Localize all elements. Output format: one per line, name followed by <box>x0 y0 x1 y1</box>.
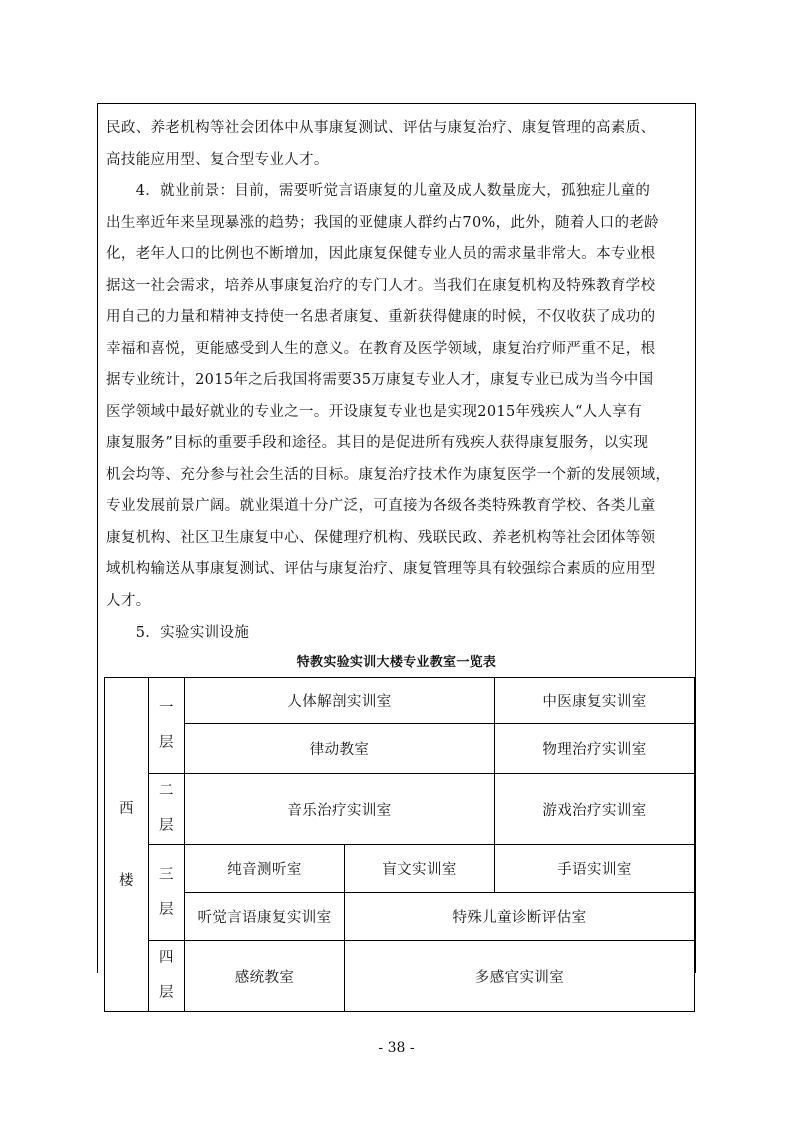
room-cell: 游戏治疗实训室 <box>495 774 695 845</box>
floor-1-cell: 一 层 <box>149 678 185 774</box>
table-row <box>105 941 695 1012</box>
employment-section <box>106 176 691 617</box>
text-line: 据这一社会需求，培养从事康复治疗的专门人才。当我们在康复机构及特殊教育学校 <box>106 277 656 294</box>
facilities-heading: 5．实验实训设施 <box>106 625 250 641</box>
table-row <box>105 678 695 724</box>
text-line: 高技能应用型、复合型专业人才。 <box>106 151 329 168</box>
text-line: 幸福和喜悦，更能感受到人生的意义。在教育及医学领域，康复治疗师严重不足，根 <box>106 340 656 357</box>
classroom-table <box>104 677 695 1012</box>
text-line: 民政、养老机构等社会团体中从事康复测试、评估与康复治疗、康复管理的高素质、 <box>106 120 656 136</box>
text-line: 用自己的力量和精神支持使一名患者康复、重新获得健康的时候，不仅收获了成功的 <box>106 309 656 325</box>
room-cell: 音乐治疗实训室 <box>185 774 495 845</box>
text-line: 康复机构、社区卫生康复中心、保健理疗机构、残联民政、养老机构等社会团体等领 <box>106 529 656 546</box>
room-cell: 中医康复实训室 <box>495 678 695 724</box>
table-row <box>105 774 695 845</box>
text-line: 化，老年人口的比例也不断增加，因此康复保健专业人员的需求量非常大。本专业根 <box>106 246 656 262</box>
room-cell: 物理治疗实训室 <box>495 724 695 774</box>
text-line: 域机构输送从事康复测试、评估与康复治疗、康复管理等具有较强综合素质的应用型 <box>106 561 656 577</box>
room-cell: 手语实训室 <box>495 845 695 893</box>
text-line: 人才。 <box>106 592 151 609</box>
page-number: - 38 - <box>378 1040 415 1056</box>
table-row <box>105 845 695 893</box>
room-cell: 盲文实训室 <box>345 845 495 893</box>
table-row <box>105 893 695 941</box>
table-row <box>105 724 695 774</box>
top-paragraph <box>106 113 691 176</box>
room-cell: 特殊儿童诊断评估室 <box>345 893 695 941</box>
room-cell: 感统教室 <box>185 941 345 1012</box>
text-line: 康复服务”目标的重要手段和途径。其目的是促进所有残疾人获得康复服务，以实现 <box>106 435 649 451</box>
text-line: 4．就业前景：目前，需要听觉言语康复的儿童及成人数量庞大，孤独症儿童的 <box>106 183 651 199</box>
table-caption: 特教实验实训大楼专业教室一览表 <box>296 655 497 670</box>
floor-4-cell: 四 层 <box>149 941 185 1012</box>
text-line: 专业发展前景广阔。就业渠道十分广泛，可直接为各级各类特殊教育学校、各类儿童 <box>106 498 656 514</box>
floor-3-cell: 三 层 <box>149 845 185 941</box>
room-cell: 律动教室 <box>185 724 495 774</box>
room-cell: 人体解剖实训室 <box>185 678 495 724</box>
text-line: 据专业统计，2015年之后我国将需要35万康复专业人才，康复专业已成为当今中国 <box>106 372 654 388</box>
text-line: 医学领域中最好就业的专业之一。开设康复专业也是实现2015年残疾人“人人享有 <box>106 403 643 420</box>
text-line: 机会均等、充分参与社会生活的目标。康复治疗技术作为康复医学一个新的发展领域， <box>106 466 671 483</box>
room-cell: 听觉言语康复实训室 <box>185 893 345 941</box>
room-cell: 多感官实训室 <box>345 941 695 1012</box>
room-cell: 纯音测听室 <box>185 845 345 893</box>
text-line: 出生率近年来呈现暴涨的趋势；我国的亚健康人群约占70%，此外，随着人口的老龄 <box>106 214 660 231</box>
building-cell: 西 楼 <box>105 678 149 1012</box>
floor-2-cell: 二 层 <box>149 774 185 845</box>
